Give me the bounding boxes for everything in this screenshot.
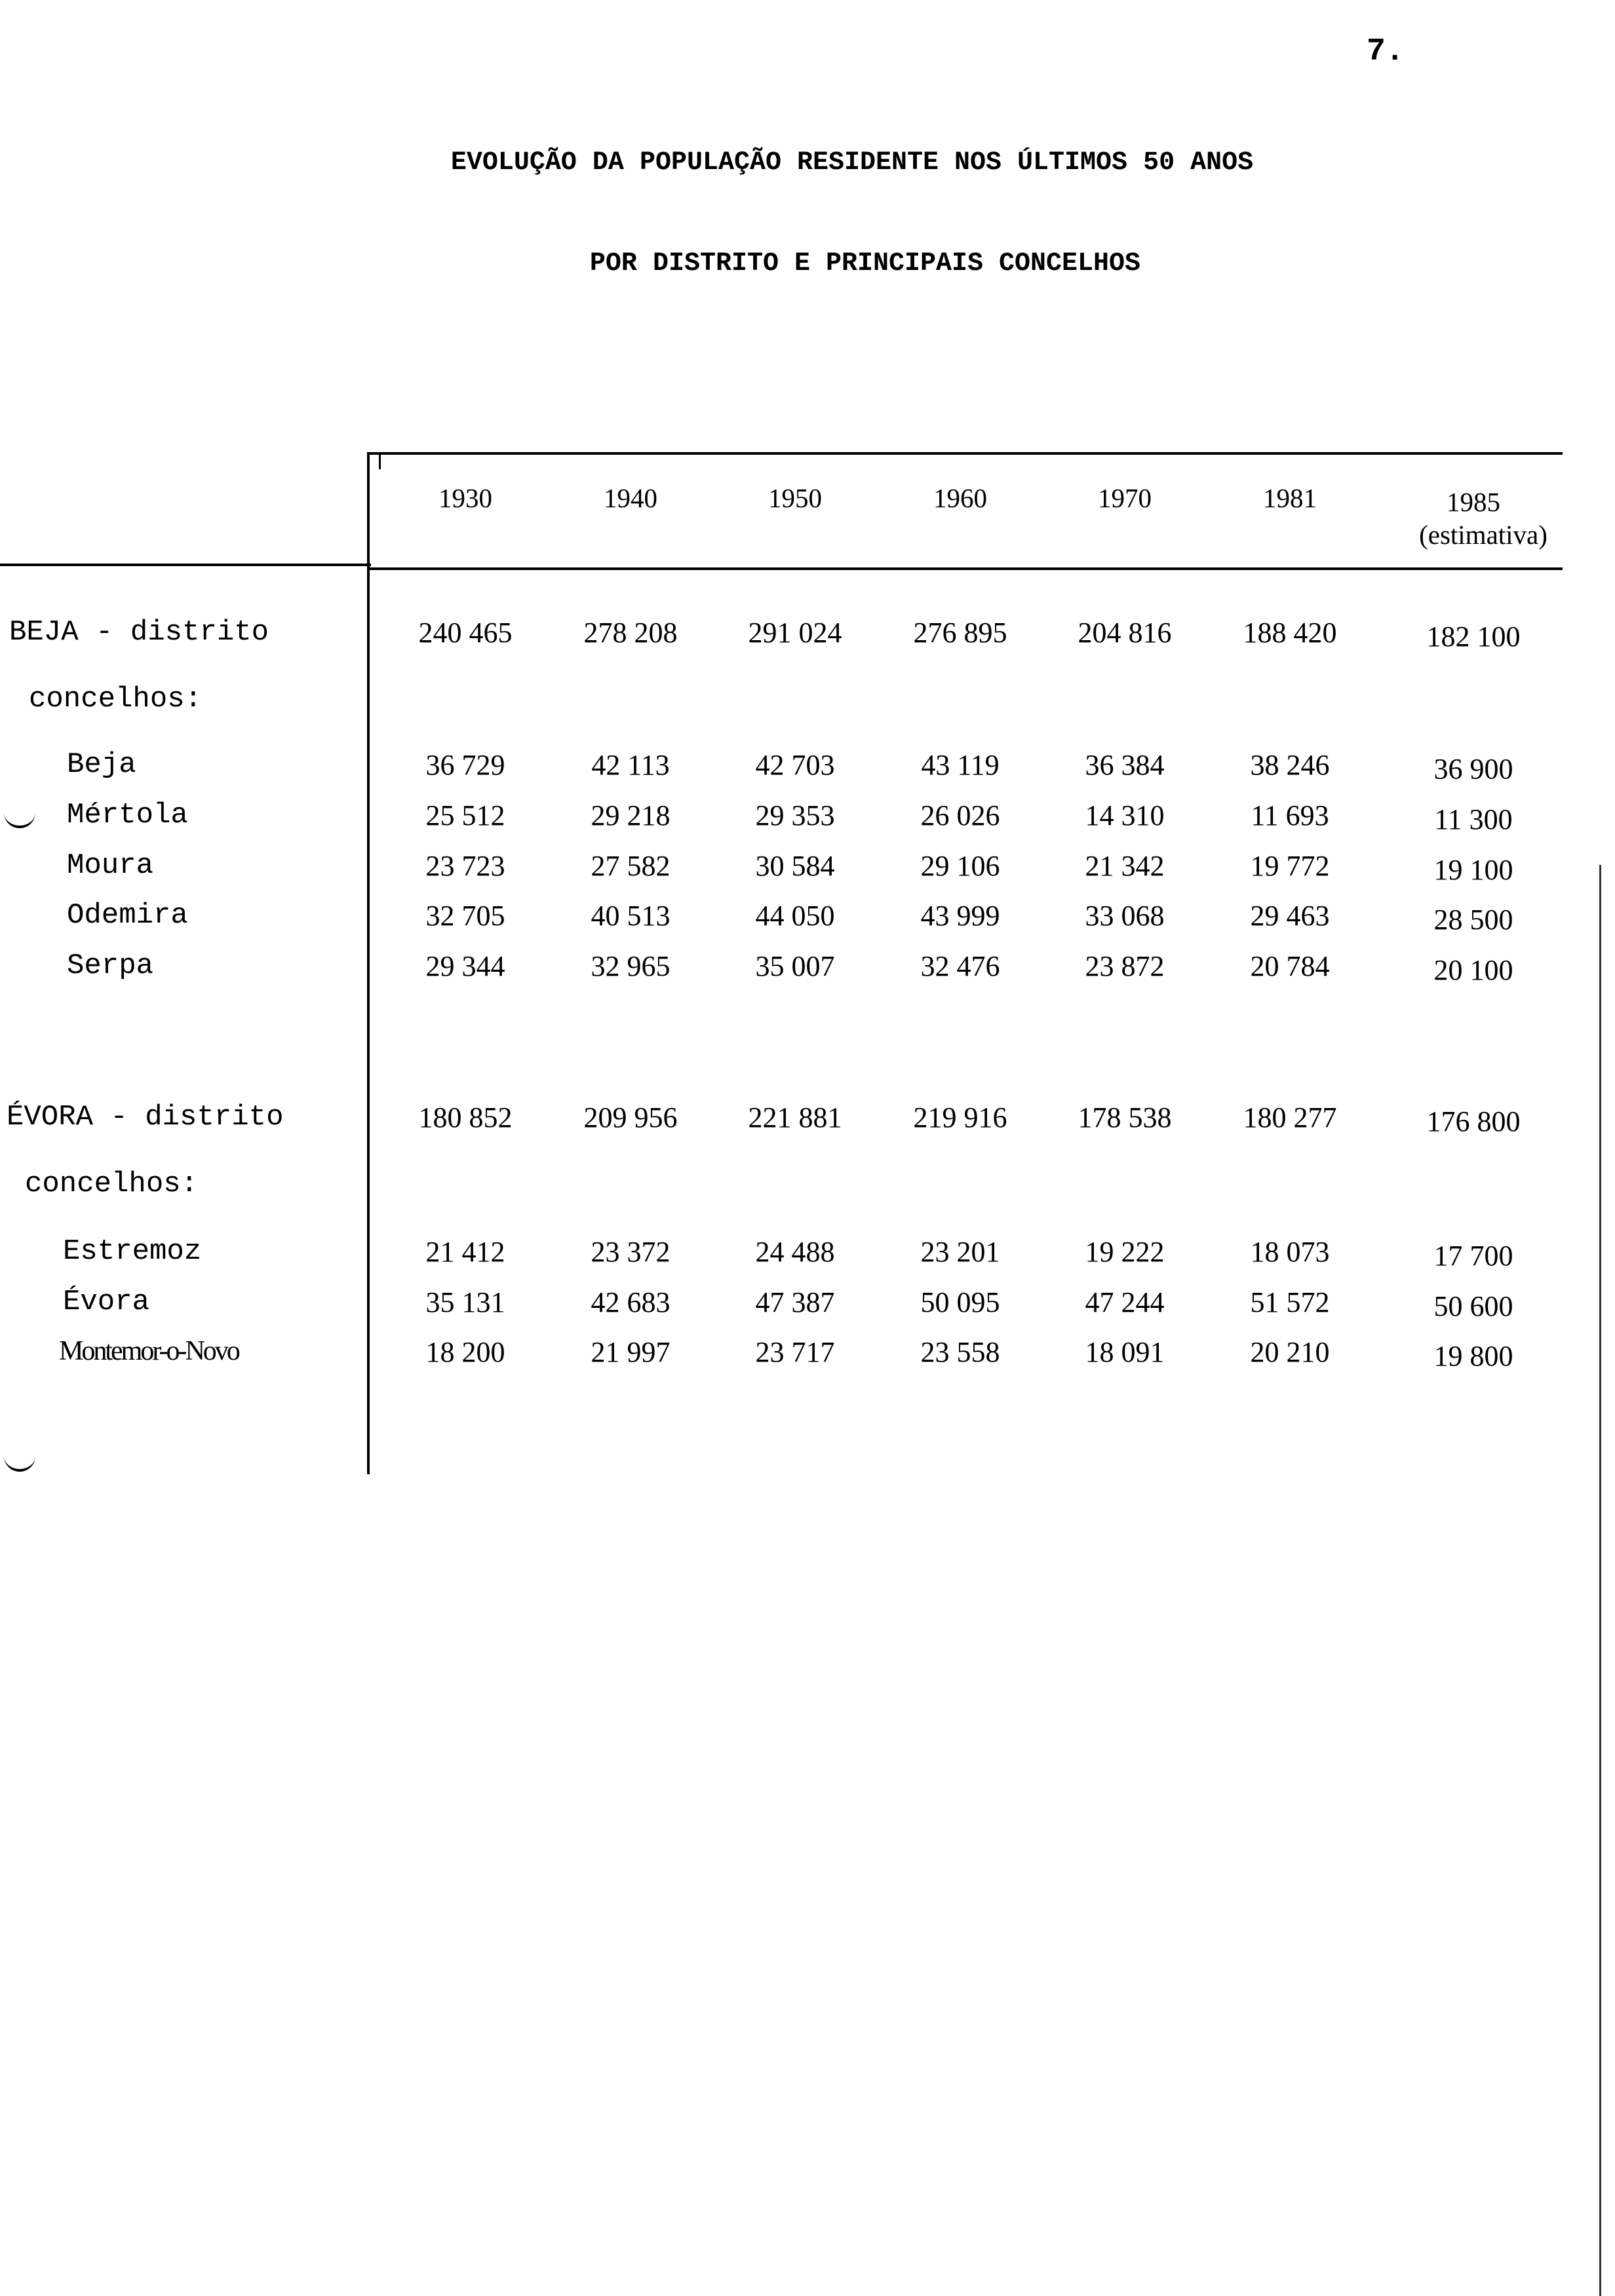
table-cell: 17 700 bbox=[1433, 1240, 1513, 1272]
table-cell: 204 816 bbox=[1078, 617, 1172, 649]
table-cell: 42 703 bbox=[755, 749, 835, 781]
row-label: BEJA - distrito bbox=[9, 616, 269, 649]
table-cell: 180 277 bbox=[1243, 1101, 1337, 1134]
table-cell: 42 683 bbox=[591, 1286, 671, 1318]
table-cell: 21 342 bbox=[1085, 850, 1165, 882]
row-label: concelhos: bbox=[29, 683, 203, 716]
table-cell: 47 244 bbox=[1085, 1286, 1165, 1318]
page-subtitle: POR DISTRITO E PRINCIPAIS CONCELHOS bbox=[589, 249, 1141, 278]
table-cell: 23 372 bbox=[591, 1236, 671, 1268]
table-cell: 23 201 bbox=[920, 1236, 1000, 1268]
header-bottom-rule-left bbox=[0, 564, 371, 566]
table-cell: 178 538 bbox=[1078, 1101, 1172, 1134]
table-vertical-rule bbox=[367, 452, 370, 1474]
table-cell: 29 344 bbox=[425, 950, 505, 982]
table-cell: 35 131 bbox=[425, 1286, 505, 1318]
column-header-1970: 1970 bbox=[1098, 483, 1152, 513]
table-cell: 291 024 bbox=[748, 617, 842, 649]
table-cell: 43 119 bbox=[921, 749, 1000, 781]
table-cell: 19 100 bbox=[1433, 854, 1513, 886]
table-cell: 21 997 bbox=[591, 1336, 671, 1368]
row-label: ÉVORA - distrito bbox=[7, 1101, 284, 1134]
table-cell: 36 729 bbox=[425, 749, 505, 781]
scan-mark bbox=[4, 813, 35, 828]
table-cell: 209 956 bbox=[583, 1101, 678, 1134]
table-cell: 219 916 bbox=[913, 1101, 1007, 1134]
table-cell: 36 900 bbox=[1433, 753, 1513, 785]
table-cell: 29 353 bbox=[755, 799, 835, 832]
table-cell: 32 705 bbox=[425, 900, 505, 932]
table-cell: 176 800 bbox=[1426, 1105, 1521, 1138]
row-label: Serpa bbox=[67, 949, 154, 982]
table-cell: 23 717 bbox=[755, 1336, 835, 1368]
table-cell: 47 387 bbox=[755, 1286, 835, 1318]
row-label: Estremoz bbox=[63, 1235, 202, 1268]
table-cell: 28 500 bbox=[1433, 904, 1513, 936]
table-cell: 43 999 bbox=[920, 900, 1000, 932]
column-header-1950: 1950 bbox=[768, 483, 822, 513]
table-cell: 20 210 bbox=[1250, 1336, 1330, 1368]
table-cell: 51 572 bbox=[1250, 1286, 1330, 1318]
table-cell: 29 106 bbox=[920, 850, 1000, 882]
table-cell: 40 513 bbox=[591, 900, 671, 932]
table-cell: 180 852 bbox=[418, 1101, 513, 1134]
table-cell: 23 723 bbox=[425, 850, 505, 882]
table-cell: 19 800 bbox=[1433, 1340, 1513, 1372]
table-cell: 38 246 bbox=[1250, 749, 1330, 781]
right-edge-scan-line bbox=[1599, 865, 1601, 2296]
table-cell: 32 965 bbox=[591, 950, 671, 982]
table-cell: 27 582 bbox=[591, 850, 671, 882]
row-label: Moura bbox=[67, 849, 154, 882]
row-label: Beja bbox=[67, 748, 136, 781]
table-cell: 18 200 bbox=[425, 1336, 505, 1368]
table-cell: 182 100 bbox=[1426, 621, 1521, 653]
table-cell: 50 095 bbox=[920, 1286, 1000, 1318]
scan-mark bbox=[4, 1456, 35, 1472]
row-label: Évora bbox=[63, 1286, 150, 1318]
table-cell: 18 073 bbox=[1250, 1236, 1330, 1268]
corner-tick bbox=[379, 452, 381, 469]
column-note-estimativa: (estimativa) bbox=[1419, 520, 1547, 550]
table-cell: 221 881 bbox=[748, 1101, 842, 1134]
table-cell: 42 113 bbox=[591, 749, 670, 781]
table-cell: 29 463 bbox=[1250, 900, 1330, 932]
table-cell: 14 310 bbox=[1085, 799, 1165, 832]
table-cell: 29 218 bbox=[591, 799, 671, 832]
table-cell: 11 693 bbox=[1251, 799, 1329, 832]
table-cell: 19 772 bbox=[1250, 850, 1330, 882]
table-cell: 32 476 bbox=[920, 950, 1000, 982]
table-cell: 11 300 bbox=[1434, 803, 1513, 835]
header-bottom-rule-right bbox=[368, 567, 1563, 570]
page-number: 7. bbox=[1367, 34, 1405, 69]
column-header-1960: 1960 bbox=[933, 483, 987, 513]
row-label: Odemira bbox=[67, 899, 188, 932]
table-cell: 35 007 bbox=[755, 950, 835, 982]
column-header-1981: 1981 bbox=[1263, 483, 1317, 513]
row-label: Mértola bbox=[67, 799, 188, 832]
table-cell: 25 512 bbox=[425, 799, 505, 832]
table-cell: 50 600 bbox=[1433, 1290, 1513, 1322]
row-label: concelhos: bbox=[25, 1168, 199, 1200]
table-top-rule bbox=[368, 452, 1563, 455]
table-cell: 24 488 bbox=[755, 1236, 835, 1268]
table-cell: 33 068 bbox=[1085, 900, 1165, 932]
table-cell: 21 412 bbox=[425, 1236, 505, 1268]
page-title: EVOLUÇÃO DA POPULAÇÃO RESIDENTE NOS ÚLTIMOS 50 ANOS bbox=[450, 148, 1254, 178]
table-cell: 188 420 bbox=[1243, 617, 1337, 649]
table-cell: 20 100 bbox=[1433, 954, 1513, 986]
table-cell: 276 895 bbox=[913, 617, 1007, 649]
table-cell: 44 050 bbox=[755, 900, 835, 932]
table-cell: 240 465 bbox=[418, 617, 513, 649]
table-cell: 18 091 bbox=[1085, 1336, 1165, 1368]
column-header-1930: 1930 bbox=[438, 483, 492, 513]
table-cell: 26 026 bbox=[920, 799, 1000, 832]
table-cell: 278 208 bbox=[583, 617, 678, 649]
table-cell: 19 222 bbox=[1085, 1236, 1165, 1268]
table-cell: 30 584 bbox=[755, 850, 835, 882]
table-cell: 36 384 bbox=[1085, 749, 1165, 781]
row-label: Montemor-o-Novo bbox=[59, 1336, 239, 1366]
table-cell: 23 872 bbox=[1085, 950, 1165, 982]
column-header-1940: 1940 bbox=[604, 483, 657, 513]
column-header-1985: 1985 bbox=[1447, 487, 1500, 517]
table-cell: 20 784 bbox=[1250, 950, 1330, 982]
table-cell: 23 558 bbox=[920, 1336, 1000, 1368]
